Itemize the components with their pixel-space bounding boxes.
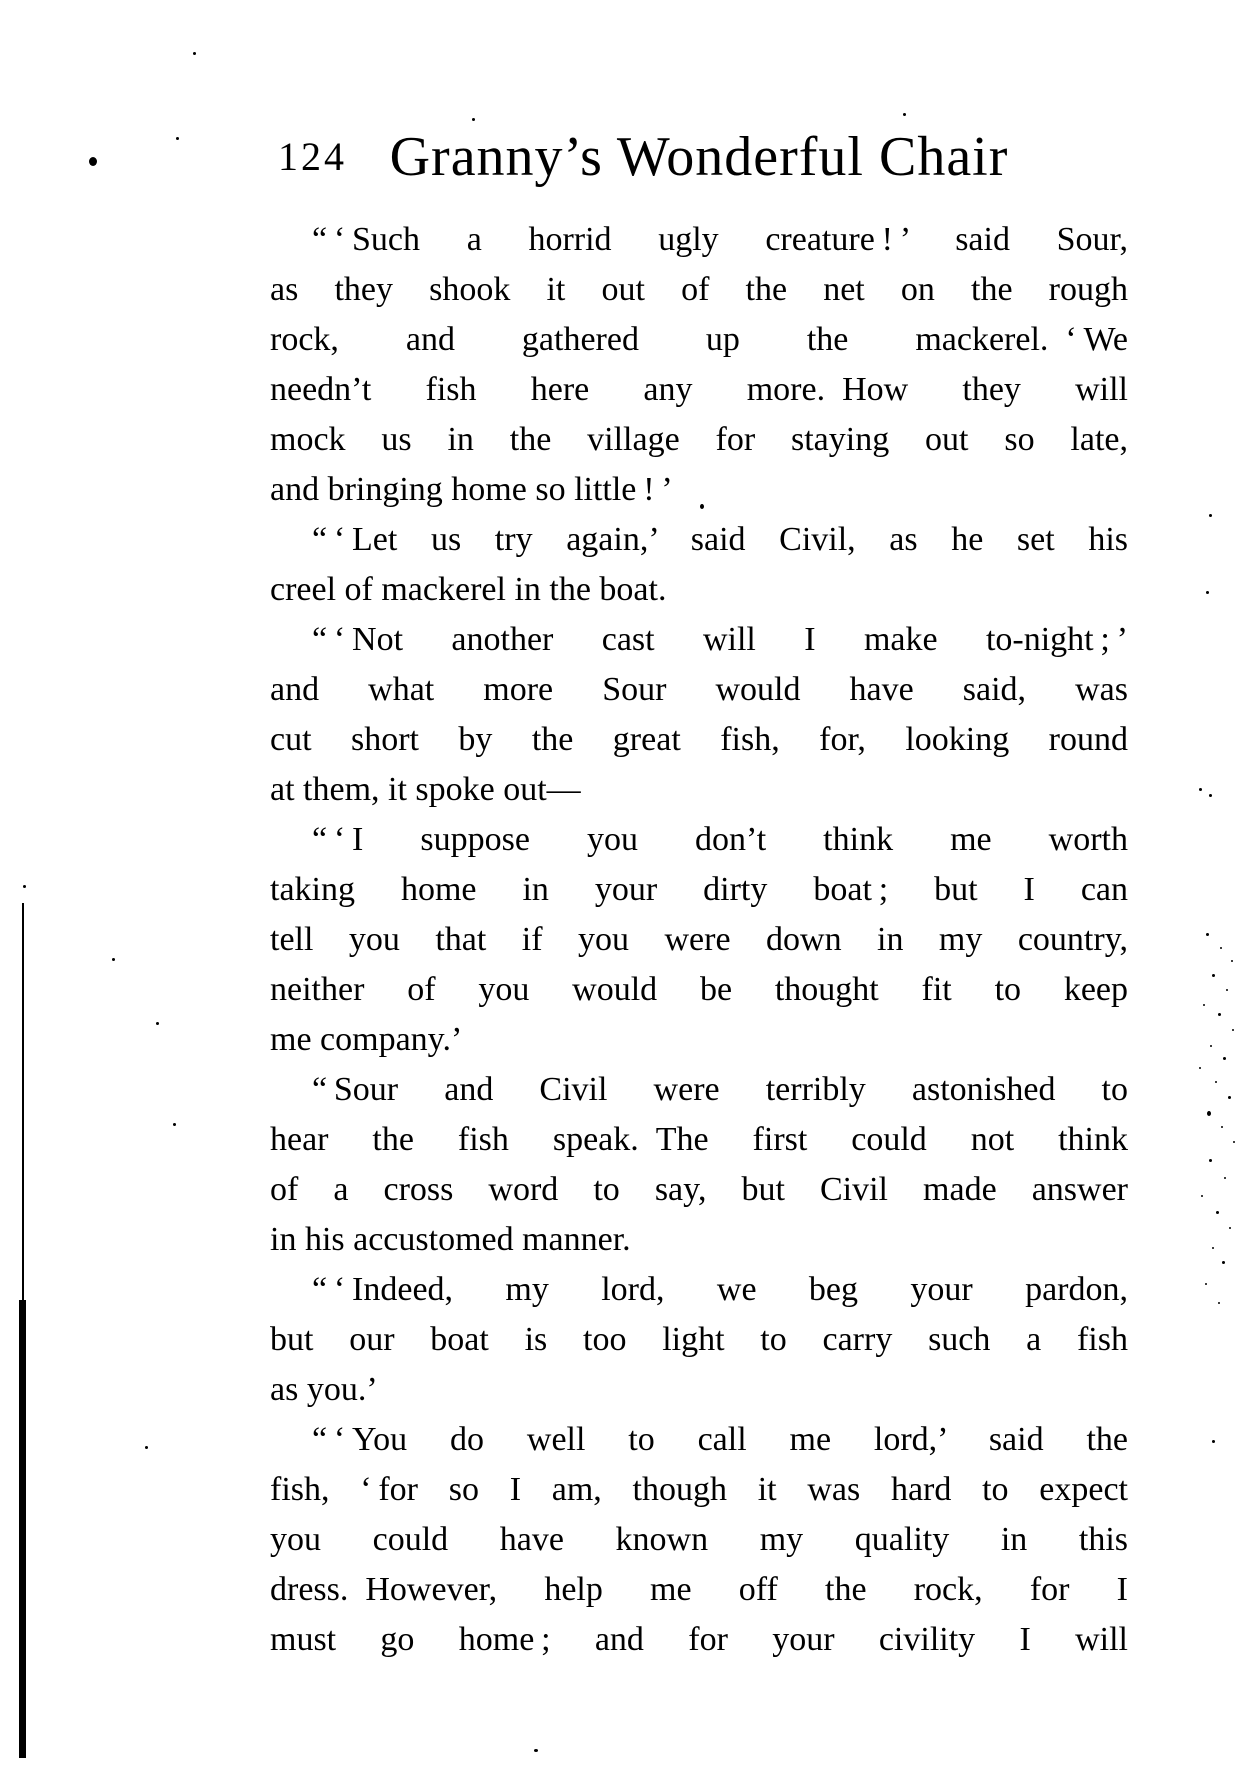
ink-speck [1215,1081,1217,1083]
running-title: Granny’s Wonderful Chair [389,126,1009,188]
ink-speck [145,1446,148,1449]
page-text [270,215,1128,1665]
ink-speck [1212,974,1215,977]
paragraph [270,515,1128,615]
ink-speck [472,118,475,121]
ink-speck [1203,1004,1205,1006]
ink-speck [534,1749,538,1752]
ink-speck [1218,1302,1220,1304]
ink-speck [1222,1261,1225,1264]
ink-speck [1216,1211,1219,1214]
text-line: of a cross word to say, but Civil made answer [270,1171,1128,1208]
binding-shadow [22,903,24,1303]
binding-shadow [19,1300,26,1758]
text-line: fish, ‘ for so I am, though it was hard to expect [270,1471,1128,1508]
text-line: me company.’ [270,1021,463,1058]
ink-speck [173,1123,176,1126]
text-line: as you.’ [270,1371,378,1408]
ink-speck [176,137,179,140]
ink-speck [1209,1159,1212,1162]
text-line: creel of mackerel in the boat. [270,571,667,608]
ink-speck [1206,933,1209,936]
text-line: rock, and gathered up the mackerel. ‘ We [270,321,1128,358]
ink-speck [193,52,196,55]
ink-speck [1207,1111,1211,1116]
page-header [270,128,1128,188]
paragraph [270,1265,1128,1415]
ink-speck [903,113,906,116]
ink-speck [1221,1126,1223,1128]
text-line: “ ‘ Indeed, my lord, we beg your pardon, [312,1271,1128,1308]
text-line: and bringing home so little ! ’ [270,471,673,508]
ink-speck [1212,1440,1215,1443]
paragraph [270,815,1128,1065]
text-line: “ Sour and Civil were terribly astonished to [312,1071,1128,1108]
ink-speck [1224,1177,1226,1179]
ink-speck [1231,960,1233,962]
ink-speck [1218,1013,1221,1016]
text-line: hear the fish speak. The first could not think [270,1121,1128,1158]
text-line: mock us in the village for staying out so late, [270,421,1128,458]
text-line: and what more Sour would have said, was [270,671,1128,708]
text-line: needn’t fish here any more. How they will [270,371,1128,408]
ink-speck [1209,794,1212,797]
ink-speck [1226,989,1228,991]
text-line: cut short by the great fish, for, looking round [270,721,1128,758]
ink-speck [1228,1096,1231,1099]
text-line: neither of you would be thought fit to keep [270,971,1128,1008]
text-line: “ ‘ You do well to call me lord,’ said the [312,1421,1128,1458]
ink-speck [23,885,26,888]
text-line: you could have known my quality in this [270,1521,1128,1558]
ink-speck [112,958,115,961]
paragraph [270,1065,1128,1265]
ink-speck [1199,1067,1201,1069]
text-line: must go home ; and for your civility I will [270,1621,1128,1658]
ink-speck [1210,1045,1212,1047]
ink-speck [156,1022,159,1025]
ink-speck [1223,1057,1226,1060]
ink-speck [1206,591,1209,594]
ink-speck [1199,788,1202,791]
text-line: “ ‘ Such a horrid ugly creature ! ’ said Sour, [312,221,1128,258]
ink-speck [1201,1195,1203,1197]
ink-speck [1233,1141,1235,1143]
text-line: tell you that if you were down in my country, [270,921,1128,958]
folio-page-number: 124 [278,134,347,179]
ink-speck [1205,1283,1207,1285]
ink-speck [1229,1227,1231,1229]
ink-speck [1232,1029,1234,1031]
paragraph [270,1415,1128,1665]
text-line: “ ‘ I suppose you don’t think me worth [312,821,1128,858]
text-line: dress. However, help me off the rock, for I [270,1571,1128,1608]
paragraph [270,215,1128,515]
text-line: taking home in your dirty boat ; but I can [270,871,1128,908]
text-line: as they shook it out of the net on the rough [270,271,1128,308]
text-line: in his accustomed manner. [270,1221,631,1258]
ink-speck [89,157,97,166]
paragraph [270,615,1128,815]
text-line: “ ‘ Not another cast will I make to-night ; ’ [312,621,1128,658]
text-line: “ ‘ Let us try again,’ said Civil, as he set his [312,521,1128,558]
ink-speck [1209,514,1212,517]
ink-speck [1220,947,1222,949]
ink-speck [700,504,704,509]
text-line: but our boat is too light to carry such a fish [270,1321,1128,1358]
text-line: at them, it spoke out— [270,771,581,808]
ink-speck [1212,1247,1214,1249]
